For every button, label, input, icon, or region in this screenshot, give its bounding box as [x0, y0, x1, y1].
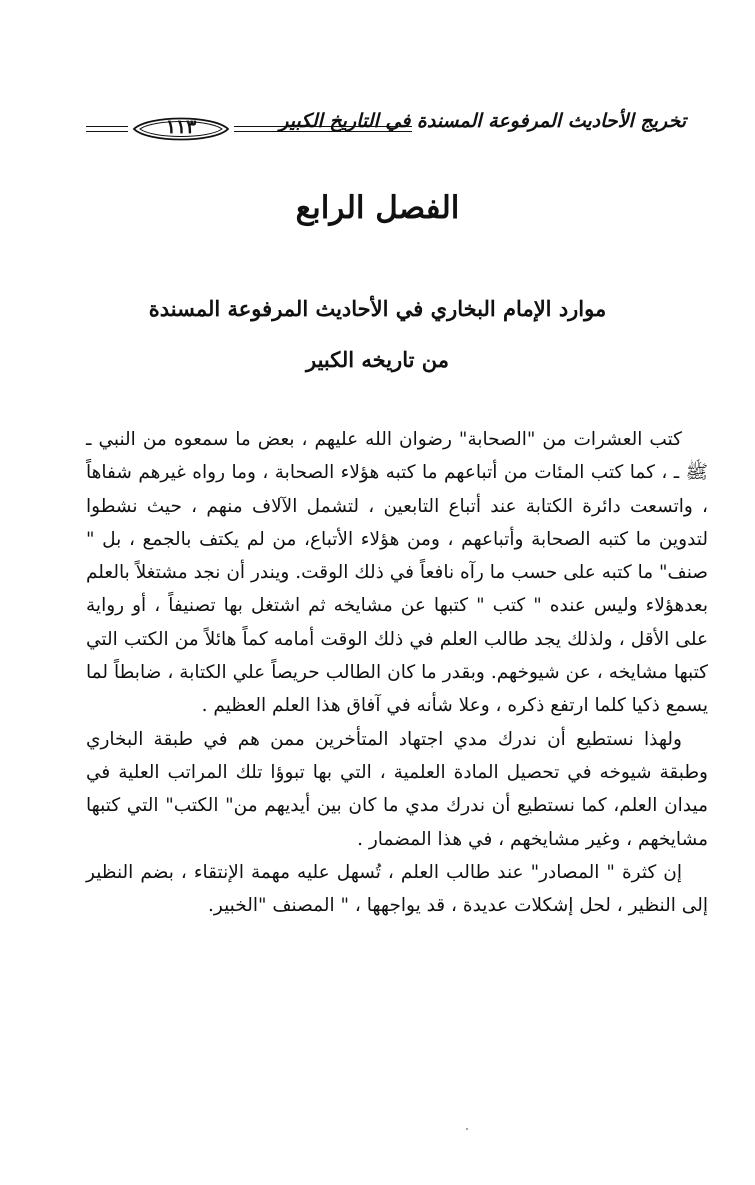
- paragraph-3: إن كثرة " المصادر" عند طالب العلم ، تُسهل عليه مهمة الإنتقاء ، بضم النظير إلى النظير ، لحل إشكلات عديدة ، قد يواجهها ، " المصنف "الخبير.: [86, 861, 708, 917]
- paragraph-2: ولهذا نستطيع أن ندرك مدي اجتهاد المتأخرين ممن هم في طبقة البخاري وطبقة شيوخه في تحصيل المادة العلمية ، التي بها تبوؤا تلك المراتب العلية في ميدان العلم، كما نستطيع أن ندرك مدي ما كان بين أيديهم من" الكتب" التي كتبها مشايخهم ، وغير مشايخهم ، في هذا المضمار .: [86, 728, 708, 850]
- running-title: تخريج الأحاديث المرفوعة المسندة في التاريخ الكبير: [279, 110, 686, 132]
- chapter-title: الفصل الرابع: [295, 190, 460, 226]
- chapter-subtitle-line1: موارد الإمام البخاري في الأحاديث المرفوعة المسندة: [148, 296, 607, 321]
- header-rule-left: [86, 126, 128, 134]
- page-speck: [466, 1128, 468, 1130]
- running-header: [86, 104, 686, 154]
- chapter-subtitle-line2: من تاريخه الكبير: [306, 347, 449, 372]
- page-number-badge: [128, 113, 234, 145]
- body-text: [86, 423, 708, 922]
- page-number: ١١٣: [165, 116, 197, 138]
- paragraph-1: كتب العشرات من "الصحابة" رضوان الله عليهم ، بعض ما سمعوه من النبي ـ ﷺ ـ ، كما كتب المئات من أتباعهم ما كتبه هؤلاء الصحابة ، وما رواه غيرهم شفاهاً ، واتسعت دائرة الكتابة عند أتباع التابعين ، لتشمل الآلاف منهم ، حيث نشطوا لتدوين ما كتبه الصحابة وأتباعهم ، ومن هؤلاء الأتباع، من لم يكتف بالجمع ، بل " صنف" ما كتبه على حسب ما رآه نافعاً في ذلك الوقت. ويندر أن نجد مشتغلاً بالعلم بعدهؤلاء وليس عنده " كتب " كتبها عن مشايخه ثم اشتغل بها تصنيفاً ، أو رواية على الأقل ، ولذلك يجد طالب العلم في ذلك الوقت أمامه كماً هائلاً من الكتب التي كتبها مشايخه ، عن شيوخهم. وبقدر ما كان الطالب حريصاً علي الكتابة ، ضابطاً لما يسمع ذكيا كلما ارتفع ذكره ، وعلا شأنه في آفاق هذا العلم العظيم .: [86, 429, 708, 717]
